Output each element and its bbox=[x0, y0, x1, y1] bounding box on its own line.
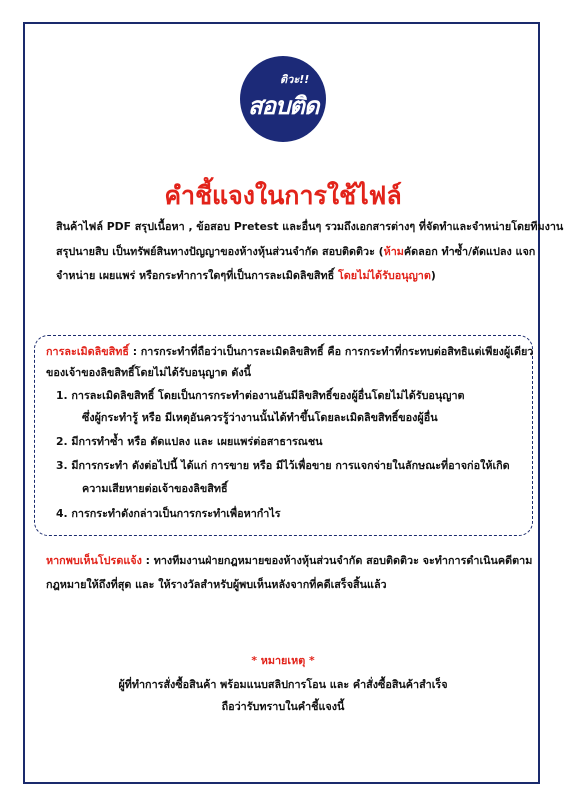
list-item-1: 1. การละเมิดลิขสิทธิ์ โดยเป็นการกระทำต่องานอันมีลิขสิทธิ์ของผู้อื่นโดยไม่ได้รับอนุญาต bbox=[56, 389, 465, 402]
note-line-2: ถือว่ารับทราบในคำชี้แจงนี้ bbox=[221, 700, 345, 713]
infringement-line-2: ของเจ้าของลิขสิทธิ์โดยไม่ได้รับอนุญาต ดังนี้ bbox=[46, 366, 251, 379]
note-line-1: ผู้ที่ทำการสั่งซื้อสินค้า พร้อมแนบสลิปการโอน และ คำสั่งซื้อสินค้าสำเร็จ bbox=[118, 678, 448, 691]
no-permission-text: โดยไม่ได้รับอนุญาต bbox=[337, 269, 431, 282]
logo-tagline: ติวะ!! bbox=[280, 73, 310, 86]
infringement-line-1: การละเมิดลิขสิทธิ์ : การกระทำที่ถือว่าเป็นการละเมิดลิขสิทธิ์ คือ การกระทำที่กระทบต่อสิทธิแต่เพียงผู้เดียว bbox=[46, 345, 534, 358]
logo-wordmark: สอบติด bbox=[248, 92, 319, 120]
list-item-1-cont: ซึ่งผู้กระทำรู้ หรือ มีเหตุอันควรรู้ว่างานนั้นได้ทำขึ้นโดยละเมิดลิขสิทธิ์ของผู้อื่น bbox=[82, 411, 438, 424]
brand-logo bbox=[240, 56, 326, 142]
note-label: * หมายเหตุ * bbox=[251, 654, 315, 667]
list-item-4: 4. การกระทำดังกล่าวเป็นการกระทำเพื่อหากำไร bbox=[56, 507, 281, 520]
list-item-2: 2. มีการทำซ้ำ หรือ ดัดแปลง และ เผยแพร่ต่อสาธารณชน bbox=[56, 435, 323, 448]
report-line-2: กฎหมายให้ถึงที่สุด และ ให้รางวัลสำหรับผู้พบเห็นหลังจากที่คดีเสร็จสิ้นแล้ว bbox=[46, 578, 387, 591]
infringement-label: การละเมิดลิขสิทธิ์ bbox=[46, 345, 129, 358]
list-item-3: 3. มีการกระทำ ดังต่อไปนี้ ได้แก่ การขาย หรือ มีไว้เพื่อขาย การแจกจ่ายในลักษณะที่อาจก่อให้เกิด bbox=[56, 459, 510, 472]
page-title: คำชี้แจงในการใช้ไฟล์ bbox=[164, 181, 402, 210]
intro-line-2: สรุปนายสิบ เป็นทรัพย์สินทางปัญญาของห้างหุ้นส่วนจำกัด สอบติดติวะ (ห้ามคัดลอก ทำซ้ำ/ดัดแปลง แจก bbox=[56, 245, 536, 258]
list-item-3-cont: ความเสียหายต่อเจ้าของลิขสิทธิ์ bbox=[82, 482, 228, 495]
intro-line-1: สินค้าไฟล์ PDF สรุปเนื้อหา , ข้อสอบ Pretest และอื่นๆ รวมถึงเอกสารต่างๆ ที่จัดทำและจำหน่ายโดยทีมงาน bbox=[56, 220, 564, 233]
prohibit-word: ห้าม bbox=[383, 245, 404, 258]
report-label: หากพบเห็นโปรดแจ้ง bbox=[46, 554, 142, 567]
intro-line-3: จำหน่าย เผยแพร่ หรือกระทำการใดๆที่เป็นการละเมิดลิขสิทธิ์ โดยไม่ได้รับอนุญาต) bbox=[56, 269, 436, 282]
report-line-1: หากพบเห็นโปรดแจ้ง : ทางทีมงานฝ่ายกฎหมายของห้างหุ้นส่วนจำกัด สอบติดติวะ จะทำการดำเนินคดีตาม bbox=[46, 554, 533, 567]
